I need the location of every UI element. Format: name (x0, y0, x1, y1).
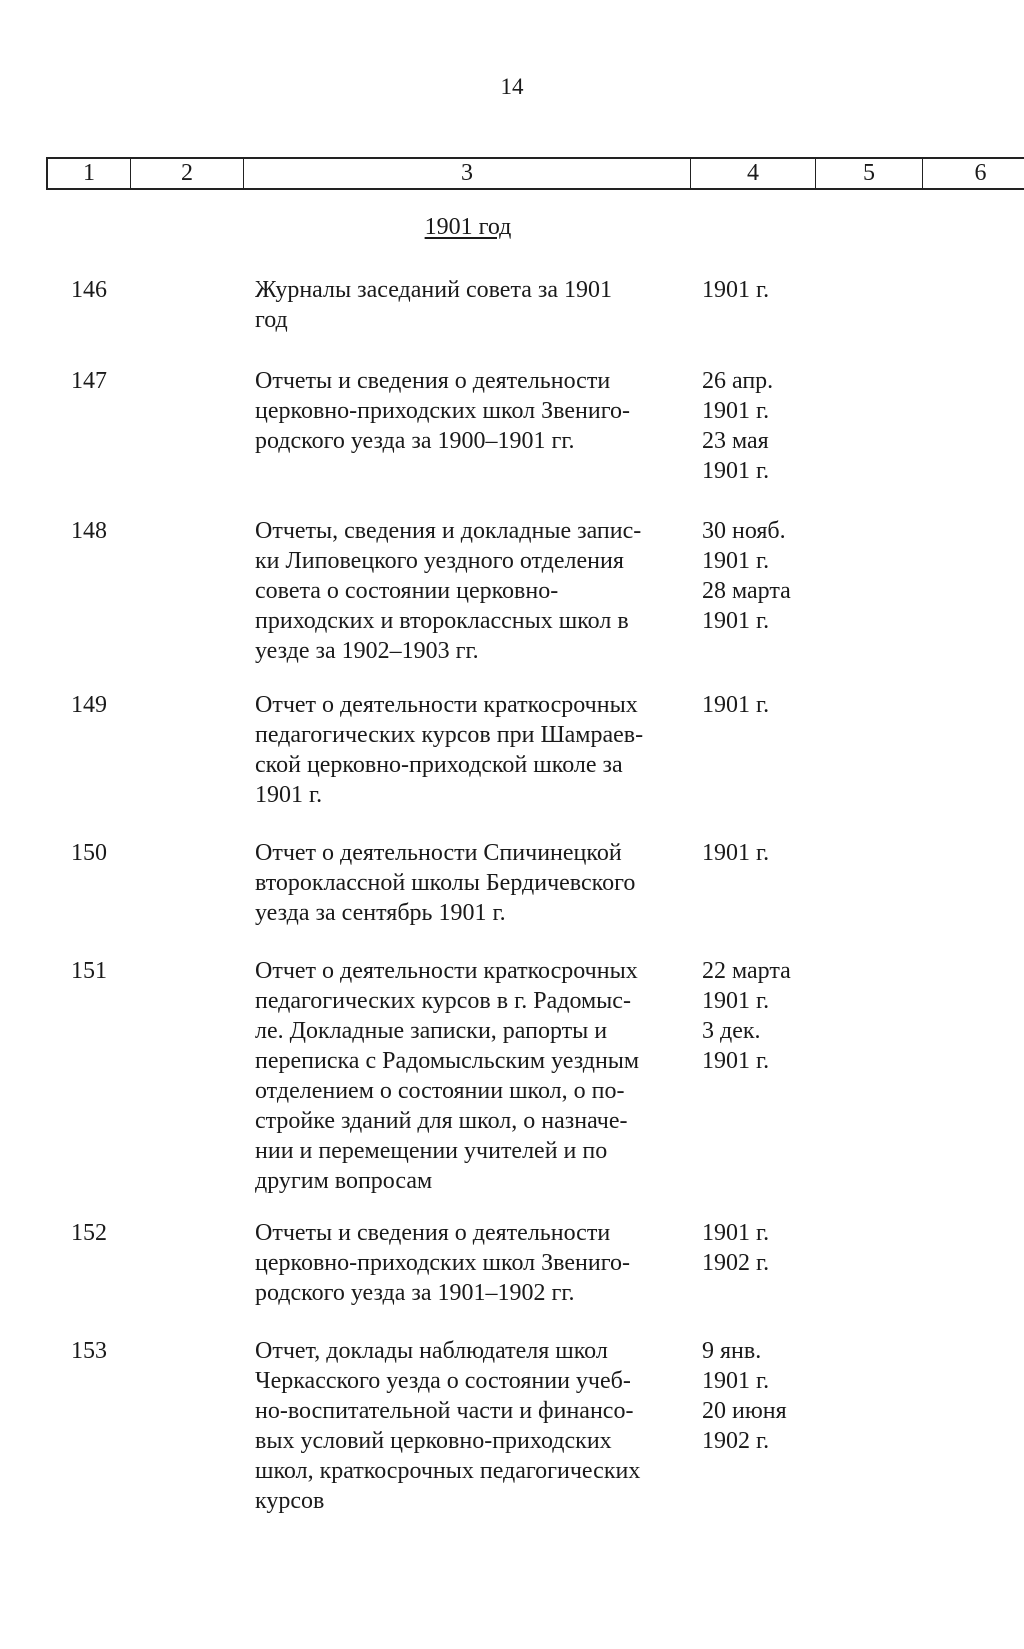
item-number: 148 (71, 518, 107, 544)
item-date-line: 1901 г. (702, 458, 770, 484)
item-title-line: педагогических курсов в г. Радомыс- (255, 988, 631, 1014)
item-number: 149 (71, 692, 107, 718)
item-title-line: Отчеты и сведения о деятельности (255, 1220, 611, 1246)
item-title-line: отделением о состоянии школ, о по- (255, 1078, 625, 1104)
item-title (255, 838, 635, 928)
item-title-line: Отчет о деятельности Спичинецкой (255, 840, 622, 866)
item-dates (702, 275, 769, 305)
item-title (255, 1218, 630, 1308)
column-header-3: 3 (244, 159, 691, 188)
item-title-line: педагогических курсов при Шамраев- (255, 722, 644, 748)
item-dates (702, 838, 769, 868)
item-title (255, 366, 630, 456)
column-header-1: 1 (48, 159, 131, 188)
section-heading: 1901 год (424, 214, 512, 240)
item-title-line: ки Липовецкого уездного отделения (255, 548, 624, 574)
item-title-line: второклассной школы Бердичевского (255, 870, 636, 896)
item-number: 146 (71, 277, 107, 303)
item-dates (702, 366, 773, 486)
item-title-line: Отчет о деятельности краткосрочных (255, 692, 638, 718)
item-date-line: 1901 г. (702, 692, 770, 718)
item-title (255, 516, 641, 666)
item-title-line: вых условий церковно-приходских (255, 1428, 612, 1454)
item-date-line: 23 мая (702, 428, 769, 454)
item-title-line: Отчет, доклады наблюдателя школ (255, 1338, 608, 1364)
column-header-5: 5 (816, 159, 923, 188)
item-number: 152 (71, 1220, 107, 1246)
item-date-line: 22 марта (702, 958, 791, 984)
item-dates (702, 516, 791, 636)
item-title (255, 1336, 640, 1516)
column-header-6: 6 (974, 160, 987, 186)
item-title-line: Отчеты, сведения и докладные запис- (255, 518, 642, 544)
item-number: 151 (71, 958, 107, 984)
item-title (255, 956, 639, 1196)
item-title-line: но-воспитательной части и финансо- (255, 1398, 634, 1424)
page-number: 14 (500, 74, 524, 99)
item-date-line: 1901 г. (702, 988, 770, 1014)
column-header-2: 2 (131, 159, 244, 188)
item-title-line: школ, краткосрочных педагогических (255, 1458, 641, 1484)
item-date-line: 1901 г. (702, 1220, 770, 1246)
item-dates (702, 956, 791, 1076)
item-title-line: уезда за сентябрь 1901 г. (255, 900, 506, 926)
item-date-line: 1901 г. (702, 1368, 770, 1394)
item-title-line: церковно-приходских школ Звениго- (255, 398, 630, 424)
item-date-line: 1901 г. (702, 840, 770, 866)
item-date-line: 3 дек. (702, 1018, 761, 1044)
item-title-line: ле. Докладные записки, рапорты и (255, 1018, 608, 1044)
item-number: 150 (71, 840, 107, 866)
item-title-line: уезде за 1902–1903 гг. (255, 638, 479, 664)
item-date-line: 1902 г. (702, 1428, 770, 1454)
item-title-line: стройке зданий для школ, о назначе- (255, 1108, 628, 1134)
item-date-line: 20 июня (702, 1398, 787, 1424)
item-title-line: год (255, 307, 288, 333)
item-title-line: церковно-приходских школ Звениго- (255, 1250, 630, 1276)
item-dates (702, 1218, 769, 1278)
column-header-4: 4 (691, 159, 816, 188)
item-number: 147 (71, 368, 107, 394)
item-date-line: 1901 г. (702, 548, 770, 574)
item-date-line: 9 янв. (702, 1338, 762, 1364)
item-title-line: переписка с Радомысльским уездным (255, 1048, 640, 1074)
item-dates (702, 1336, 787, 1456)
item-title-line: другим вопросам (255, 1168, 433, 1194)
item-date-line: 1901 г. (702, 277, 770, 303)
item-title-line: родского уезда за 1900–1901 гг. (255, 428, 575, 454)
item-number: 153 (71, 1338, 107, 1364)
item-date-line: 1901 г. (702, 1048, 770, 1074)
item-title-line: ской церковно-приходской школе за (255, 752, 623, 778)
item-date-line: 1902 г. (702, 1250, 770, 1276)
item-title-line: курсов (255, 1488, 325, 1514)
item-title-line: Отчет о деятельности краткосрочных (255, 958, 638, 984)
column-header-table (46, 157, 1024, 190)
item-title-line: приходских и второклассных школ в (255, 608, 629, 634)
item-title-line: 1901 г. (255, 782, 323, 808)
item-title-line: Журналы заседаний совета за 1901 (255, 277, 613, 303)
item-title-line: Отчеты и сведения о деятельности (255, 368, 611, 394)
item-title-line: Черкасского уезда о состоянии учеб- (255, 1368, 631, 1394)
item-title-line: нии и перемещении учителей и по (255, 1138, 608, 1164)
item-date-line: 26 апр. (702, 368, 774, 394)
item-date-line: 1901 г. (702, 608, 770, 634)
item-title-line: совета о состоянии церковно- (255, 578, 559, 604)
item-dates (702, 690, 769, 720)
item-title (255, 275, 612, 335)
item-title (255, 690, 643, 810)
item-date-line: 28 марта (702, 578, 791, 604)
item-title-line: родского уезда за 1901–1902 гг. (255, 1280, 575, 1306)
item-date-line: 1901 г. (702, 398, 770, 424)
item-date-line: 30 нояб. (702, 518, 786, 544)
